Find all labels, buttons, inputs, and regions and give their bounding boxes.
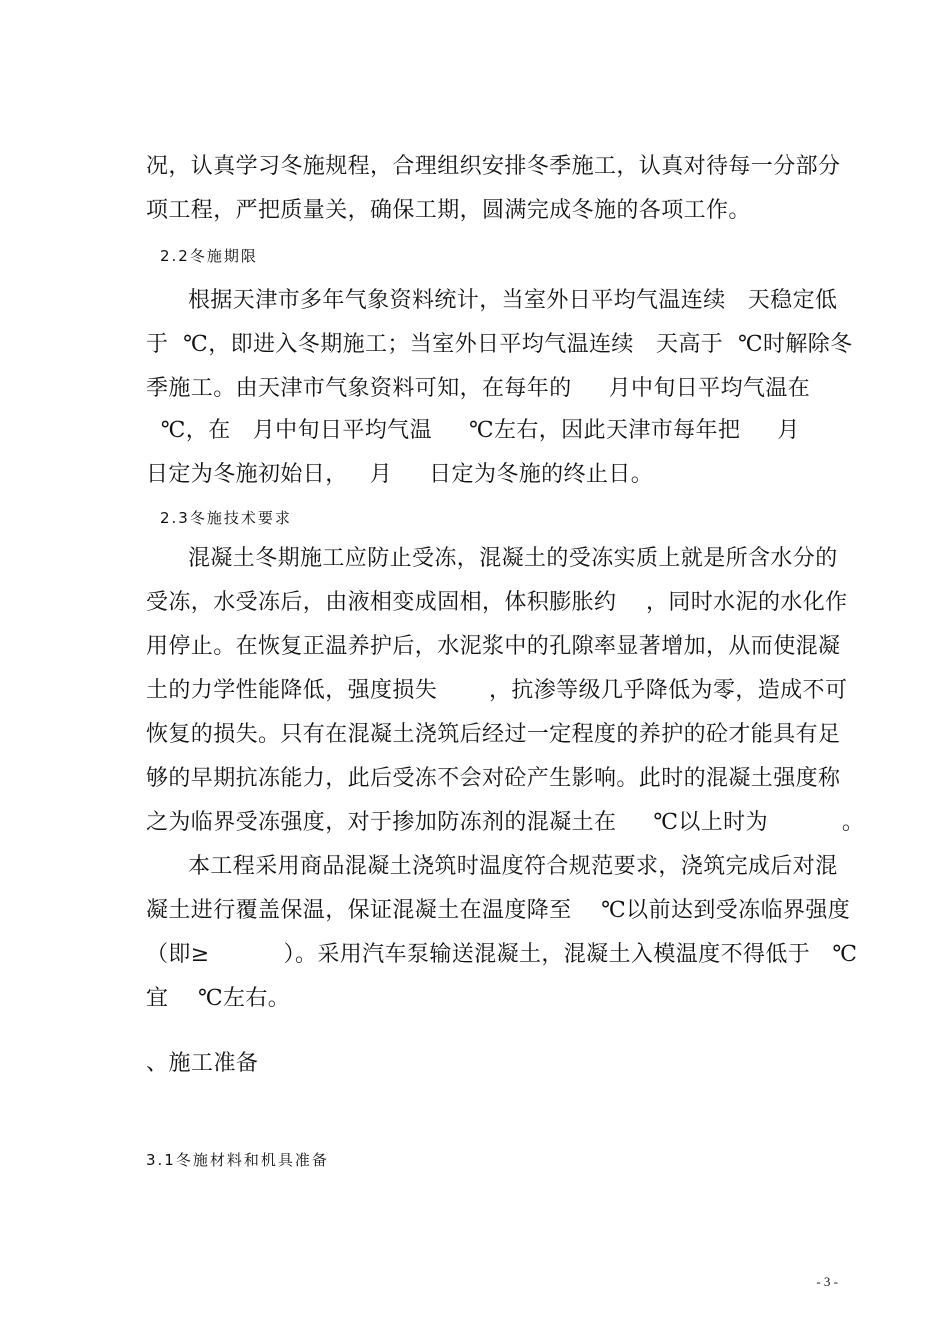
paragraph-line: 根据天津市多年气象资料统计，当室外日平均气温连续 天稳定低 [188, 288, 838, 313]
paragraph-line: 于 ℃，即进入冬期施工；当室外日平均气温连续 天高于 ℃时解除冬 [146, 332, 853, 357]
paragraph-line: 够的早期抗冻能力，此后受冻不会对砼产生影响。此时的混凝土强度称 [146, 766, 841, 791]
paragraph-line: 混凝土冬期施工应防止受冻，混凝土的受冻实质上就是所含水分的 [188, 546, 838, 571]
section-heading-2-3: 2.3冬施技术要求 [160, 509, 292, 527]
paragraph-line: ℃，在 月中旬日平均气温 ℃左右，因此天津市每年把 月 [146, 418, 800, 443]
section-heading-3: 、施工准备 [146, 1051, 259, 1076]
paragraph-line: 用停止。在恢复正温养护后，水泥浆中的孔隙率显著增加，从而使混凝 [146, 634, 841, 659]
paragraph-line: （即≥ ）。采用汽车泵输送混凝土，混凝土入模温度不得低于 ℃ [146, 942, 858, 967]
paragraph-line: 本工程采用商品混凝土浇筑时温度符合规范要求，浇筑完成后对混 [188, 854, 838, 879]
paragraph-line: 土的力学性能降低，强度损失 ，抗渗等级几乎降低为零，造成不可 [146, 678, 848, 703]
paragraph-line: 之为临界受冻强度，对于掺加防冻剂的混凝土在 ℃以上时为 。 [146, 810, 865, 835]
section-heading-3-1: 3.1冬施材料和机具准备 [146, 1151, 329, 1169]
paragraph-line: 凝土进行覆盖保温，保证混凝土在温度降至 ℃以前达到受冻临界强度 [146, 898, 851, 923]
paragraph-line: 日定为冬施初始日， 月 日定为冬施的终止日。 [146, 462, 654, 487]
section-heading-2-2: 2.2冬施期限 [160, 247, 258, 265]
paragraph-line: 项工程，严把质量关，确保工期，圆满完成冬施的各项工作。 [146, 198, 751, 223]
page-number: - 3 - [816, 1274, 838, 1289]
paragraph-line: 受冻，水受冻后，由液相变成固相，体积膨胀约 ，同时水泥的水化作 [146, 590, 848, 615]
paragraph-line: 况，认真学习冬施规程，合理组织安排冬季施工，认真对待每一分部分 [146, 154, 841, 179]
paragraph-line: 季施工。由天津市气象资料可知，在每年的 月中旬日平均气温在 [146, 376, 811, 401]
paragraph-line: 宜 ℃左右。 [146, 986, 291, 1011]
paragraph-line: 恢复的损失。只有在混凝土浇筑后经过一定程度的养护的砼才能具有足 [146, 722, 841, 747]
